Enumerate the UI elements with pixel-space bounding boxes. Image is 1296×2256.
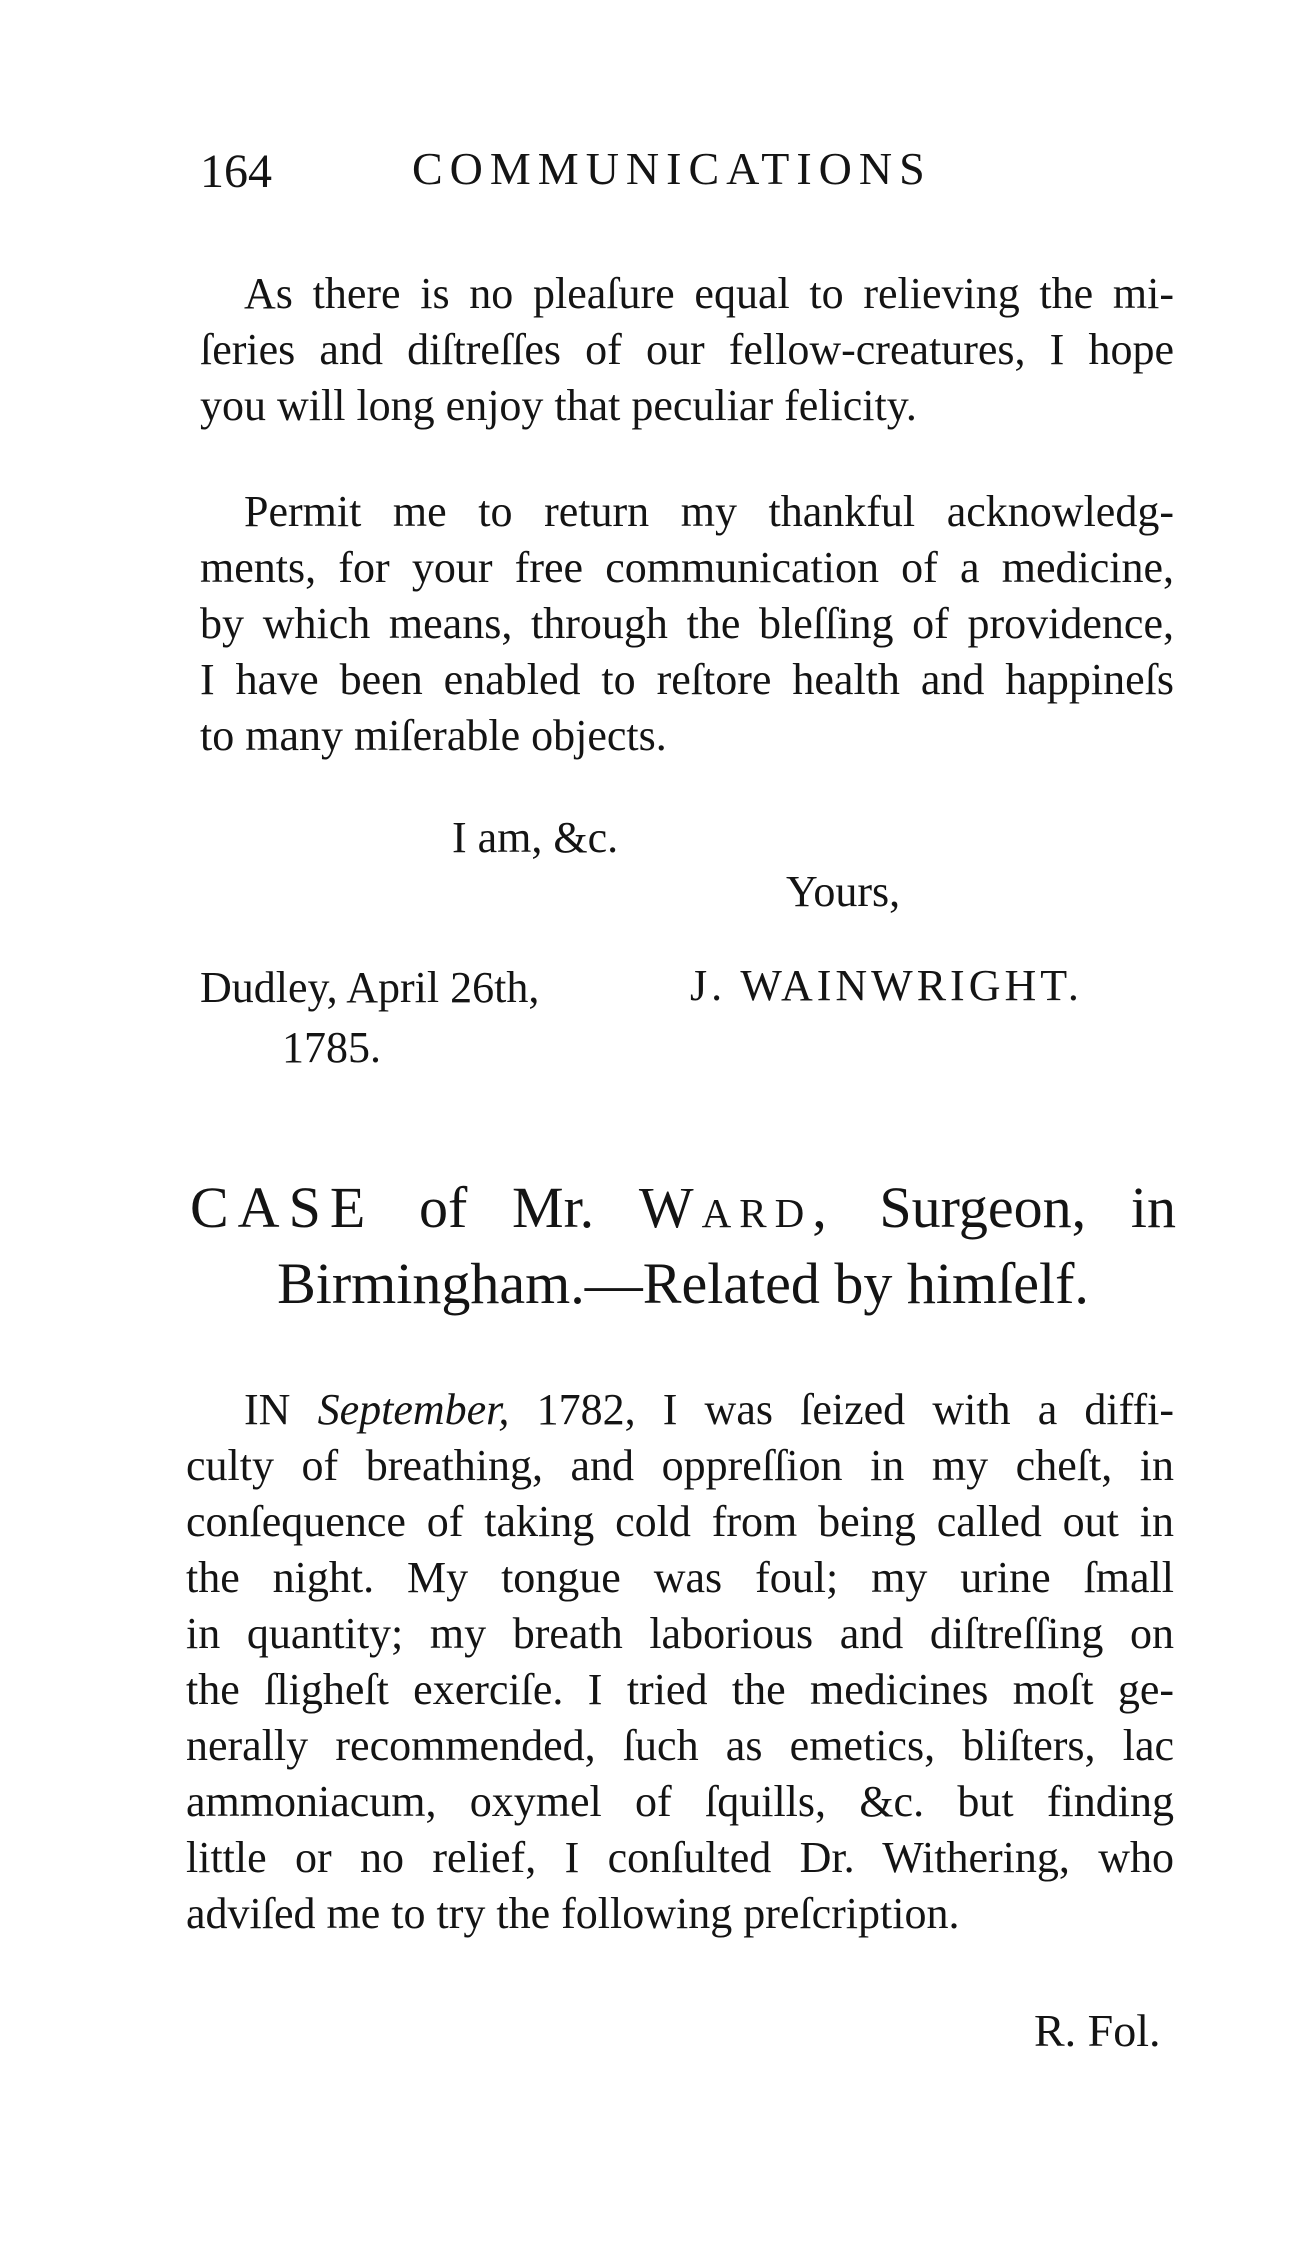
heading-case-word: CASE <box>190 1175 375 1240</box>
case-month: September, <box>317 1385 510 1434</box>
case-opening-line <box>244 1380 1174 1440</box>
case-line: conſequence of taking cold from being called out in <box>186 1497 1174 1546</box>
heading-surgeon: Surgeon, <box>879 1175 1087 1240</box>
case-opening-rest: 1782, I was ſeized with a diffi- <box>536 1385 1175 1434</box>
running-head: COMMUNICATIONS <box>412 143 932 194</box>
letter-valediction: Yours, <box>786 867 901 916</box>
paragraph-line: by which means, through the bleſſing of providence, <box>200 599 1174 648</box>
case-heading-line-2: Birmingham.—Related by himſelf. <box>277 1251 1089 1316</box>
catchword: R. Fol. <box>1034 2005 1161 2056</box>
paragraph-line: As there is no pleaſure equal to relieving the mi- <box>244 269 1174 318</box>
case-initial: IN <box>244 1385 291 1434</box>
paragraph-line: ſeries and diſtreſſes of our fellow-creatures, I hope <box>200 325 1174 374</box>
case-line: culty of breathing, and oppreſſion in my cheſt, in <box>186 1441 1174 1490</box>
heading-of: of <box>418 1175 468 1240</box>
heading-mr: Mr. <box>512 1175 595 1240</box>
case-line: ammoniacum, oxymel of ſquills, &c. but finding <box>186 1777 1174 1826</box>
paragraph-line: to many miſerable objects. <box>200 711 667 760</box>
letter-closing: I am, &c. <box>452 813 619 862</box>
case-line: nerally recommended, ſuch as emetics, bliſters, lac <box>186 1721 1174 1770</box>
paragraph-line: ments, for your free communication of a medicine, <box>200 543 1174 592</box>
case-line: in quantity; my breath laborious and diſtreſſing on <box>186 1609 1174 1658</box>
paragraph-line: Permit me to return my thankful acknowledg- <box>244 487 1174 536</box>
letter-place-date: Dudley, April 26th, <box>200 963 540 1012</box>
page-number: 164 <box>200 145 272 198</box>
case-line: the ſligheſt exerciſe. I tried the medicines moſt ge- <box>186 1665 1174 1714</box>
heading-name: Ward, <box>638 1175 835 1240</box>
case-line: the night. My tongue was foul; my urine ſmall <box>186 1553 1174 1602</box>
case-heading <box>190 1170 1176 1246</box>
paragraph-line: I have been enabled to reſtore health and happineſs <box>200 655 1174 704</box>
case-line: little or no relief, I conſulted Dr. Withering, who <box>186 1833 1174 1882</box>
letter-signature: J. WAINWRIGHT. <box>690 961 1083 1010</box>
letter-year: 1785. <box>282 1023 381 1072</box>
paragraph-line: you will long enjoy that peculiar felicity. <box>200 381 917 430</box>
heading-in: in <box>1130 1175 1177 1240</box>
case-line: adviſed me to try the following preſcription. <box>186 1889 960 1938</box>
